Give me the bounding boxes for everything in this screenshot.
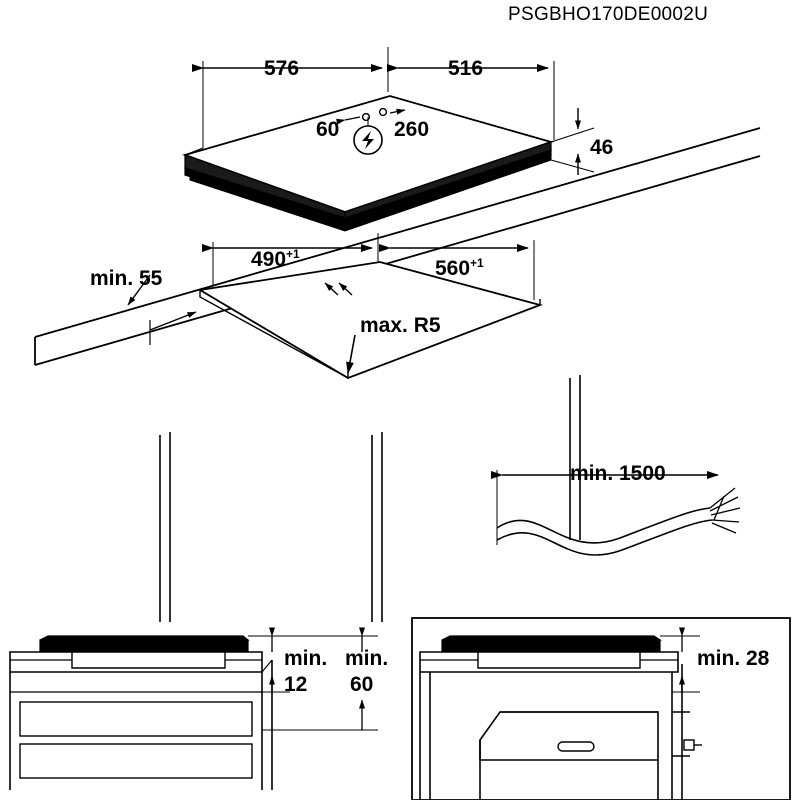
- dim-label-min-60-word: min.: [345, 647, 389, 670]
- section-view-right: [412, 618, 790, 800]
- dim-hob-height: [551, 108, 594, 175]
- dim-label-min-28: min. 28: [697, 647, 770, 670]
- dim-label-conn-left: 60: [316, 118, 340, 141]
- dim-label-min-edge: min. 55: [90, 267, 163, 290]
- document-code: PSGBHO170DE0002U: [508, 4, 709, 25]
- dim-label-cutout-depth: $490^{+1}$: [251, 247, 300, 271]
- dim-label-corner-radius: max. R5: [360, 314, 441, 337]
- dim-label-min-60-value: 60: [350, 673, 374, 696]
- dim-label-conn-right: 260: [394, 118, 430, 141]
- cabinet-verticals: [160, 375, 580, 622]
- dim-label-cutout-width: $560^{+1}$: [435, 256, 484, 280]
- dim-label-hob-depth: 516: [448, 57, 484, 80]
- dim-label-cable-length: min. 1500: [570, 462, 666, 485]
- dim-label-hob-width: 576: [264, 57, 300, 80]
- dim-label-hob-height: 46: [590, 136, 614, 159]
- section-view-left: [10, 636, 272, 790]
- dim-label-min-12-word: min.: [284, 647, 328, 670]
- dim-label-min-12-value: 12: [284, 673, 308, 696]
